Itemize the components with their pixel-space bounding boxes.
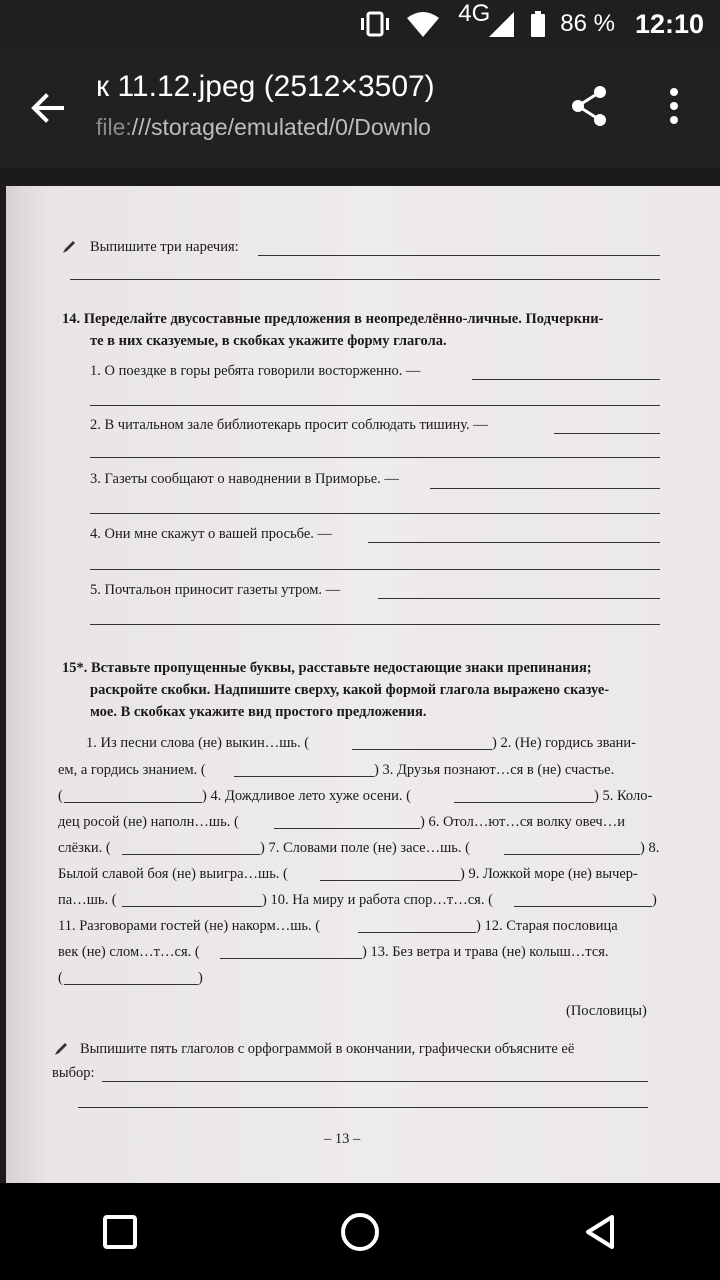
answer-line: [454, 802, 594, 803]
answer-line: [64, 802, 202, 803]
answer-line: [78, 1107, 648, 1108]
answer-line: [358, 932, 476, 933]
task15-text: ) 7. Словами поле (не) засе…шь. (: [260, 840, 470, 856]
status-bar: [0, 0, 720, 48]
share-icon: [566, 82, 614, 130]
more-options-button[interactable]: [656, 82, 692, 130]
task15-text: ) 3. Друзья познают…ся в (не) счастье.: [374, 762, 615, 778]
answer-line: [70, 279, 660, 280]
network-type: 4G: [458, 0, 491, 27]
task14-item-2: 2. В читальном зале библиотекарь просит соблюдать тишину. —: [90, 417, 488, 433]
task15-text: па…шь. (: [58, 892, 117, 908]
task15-text: век (не) слом…т…ся. (: [58, 944, 200, 960]
task-verbs-cont: выбор:: [52, 1065, 95, 1081]
task15-text: ) 10. На миру и работа спор…т…ся. (: [262, 892, 493, 908]
answer-line: [90, 624, 660, 625]
nav-back-button[interactable]: [570, 1202, 630, 1262]
task-adverbs: Выпишите три наречия:: [90, 239, 239, 255]
back-arrow-icon: [26, 86, 70, 130]
page-number: – 13 –: [324, 1131, 361, 1147]
vibrate-icon: [358, 10, 392, 38]
answer-line: [554, 433, 660, 434]
answer-line: [102, 1081, 648, 1082]
cellular-signal-icon: [454, 0, 516, 38]
image-viewer[interactable]: [0, 168, 720, 1183]
pencil-icon: [62, 240, 76, 254]
answer-line: [430, 488, 660, 489]
answer-line: [234, 776, 374, 777]
task15-text: ) 6. Отол…ют…ся волку овеч…и: [420, 814, 625, 830]
more-vert-icon: [656, 82, 692, 130]
task15-text: ) 12. Старая пословица: [476, 918, 618, 934]
answer-line: [220, 958, 362, 959]
task15-text: ): [652, 892, 657, 908]
task15-text: ем, а гордись знанием. (: [58, 762, 206, 778]
task15-text: (: [58, 788, 63, 804]
proverbs-note: (Пословицы): [566, 1003, 647, 1019]
answer-line: [378, 598, 660, 599]
task15-text: (: [58, 970, 63, 986]
battery-icon: [530, 10, 546, 38]
navigation-bar: [0, 1183, 720, 1280]
task15-text: 1. Из песни слова (не) выкин…шь. (: [86, 735, 310, 751]
task14-heading: 14. Переделайте двусоставные предложения в неопределённо-личные. Подчеркни-: [62, 311, 604, 327]
task15-heading-cont: раскройте скобки. Надпишите сверху, какой формой глагола выражено сказуе-: [90, 682, 610, 698]
answer-line: [122, 906, 262, 907]
task15-heading-cont: мое. В скобках укажите вид простого предложения.: [90, 704, 427, 720]
task14-item-3: 3. Газеты сообщают о наводнении в Приморье. —: [90, 471, 399, 487]
answer-line: [258, 255, 660, 256]
answer-line: [90, 457, 660, 458]
task15-text: ) 5. Коло-: [594, 788, 653, 804]
task15-heading: 15*. Вставьте пропущенные буквы, расставьте недостающие знаки препинания;: [62, 660, 592, 676]
task15-text: ) 9. Ложкой море (не) вычер-: [460, 866, 638, 882]
answer-line: [90, 405, 660, 406]
task-verbs: Выпишите пять глаголов с орфограммой в окончании, графически объясните её: [80, 1041, 575, 1057]
answer-line: [274, 828, 420, 829]
task15-text: дец росой (не) наполн…шь. (: [58, 814, 239, 830]
answer-line: [368, 542, 660, 543]
answer-line: [514, 906, 652, 907]
answer-line: [472, 379, 660, 380]
document-page: [6, 186, 720, 1183]
file-title: к 11.12.jpeg (2512×3507): [96, 70, 435, 103]
task15-text: ) 4. Дождливое лето хуже осени. (: [202, 788, 411, 804]
pencil-icon: [54, 1042, 68, 1056]
app-bar: [0, 48, 720, 168]
task14-item-5: 5. Почтальон приносит газеты утром. —: [90, 582, 341, 598]
task14-heading-cont: те в них сказуемые, в скобках укажите форму глагола.: [90, 333, 447, 349]
home-circle-icon: [338, 1210, 382, 1254]
task14-item-1: 1. О поездке в горы ребята говорили восторженно. —: [90, 363, 421, 379]
task15-text: 11. Разговорами гостей (не) накорм…шь. (: [58, 918, 321, 934]
task15-text: Былой славой боя (не) выигра…шь. (: [58, 866, 288, 882]
answer-line: [122, 854, 260, 855]
file-path: [96, 114, 576, 141]
answer-line: [504, 854, 640, 855]
answer-line: [90, 513, 660, 514]
recents-button[interactable]: [90, 1202, 150, 1262]
file-path-rest: ///storage/emulated/0/Downlo: [131, 114, 431, 140]
recents-square-icon: [100, 1212, 140, 1252]
wifi-icon: [406, 10, 440, 38]
home-button[interactable]: [330, 1202, 390, 1262]
battery-percent: 86 %: [560, 10, 615, 37]
back-button[interactable]: [26, 86, 70, 130]
share-button[interactable]: [566, 82, 614, 130]
answer-line: [320, 880, 460, 881]
task15-text: ) 8.: [640, 840, 660, 856]
task15-text: ): [198, 970, 203, 986]
answer-line: [352, 749, 492, 750]
answer-line: [64, 984, 198, 985]
task14-item-4: 4. Они мне скажут о вашей просьбе. —: [90, 526, 333, 542]
task15-text: ) 13. Без ветра и трава (не) колыш…тся.: [362, 944, 609, 960]
task15-text: ) 2. (Не) гордись звани-: [492, 735, 637, 751]
task15-text: слёзки. (: [58, 840, 111, 856]
clock: 12:10: [634, 8, 704, 39]
back-triangle-icon: [580, 1212, 620, 1252]
answer-line: [90, 569, 660, 570]
file-path-scheme: file:: [96, 114, 132, 140]
